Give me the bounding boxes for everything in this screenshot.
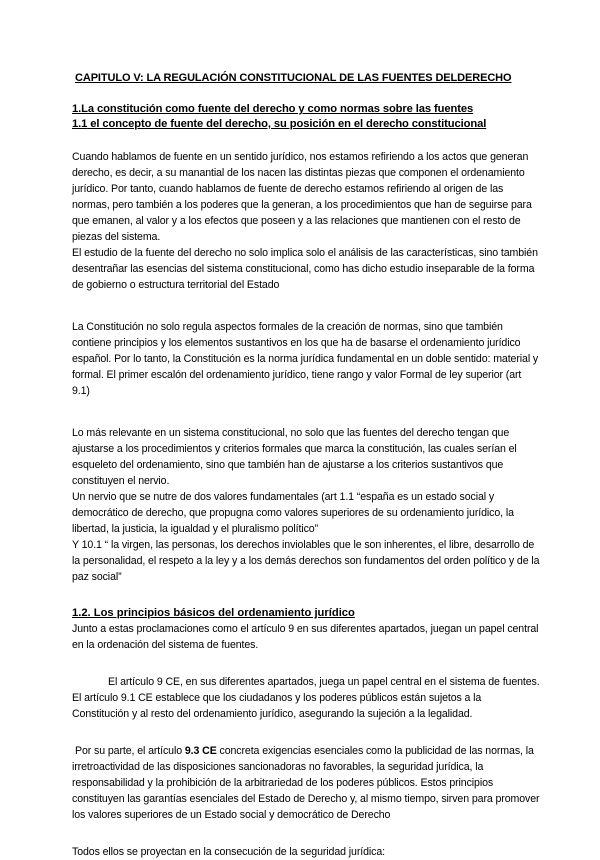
paragraph-text: Por su parte, el artículo bbox=[75, 745, 185, 757]
paragraph: La Constitución no solo regula aspectos formales de la creación de normas, sino que también contiene principios y los elementos sustantivos en los que ha de basarse el ordenamiento jurídico español. Por lo tanto, la Constitución es la norma jurídica fundamental en un doble sentido: material y formal. El primer escalón del ordenamiento jurídico, tiene rango y valor Formal de ley superior (art 9.1) bbox=[72, 321, 539, 397]
paragraph bbox=[72, 743, 540, 823]
paragraph: Todos ellos se proyectan en la consecución de la seguridad jurídica: bbox=[72, 846, 385, 858]
article-reference: 9.3 CE bbox=[184, 745, 217, 757]
paragraph: Junto a estas proclamaciones como el artículo 9 en sus diferentes apartados, juegan un papel central en la ordenación del sistema de fuentes. bbox=[72, 623, 539, 651]
paragraph: Y 10.1 “ la virgen, las personas, los derechos inviolables que le son inherentes, el libre, desarrollo de la personalidad, el respeto a la ley y a los demás derechos son fundamentos del orden político y de la paz social” bbox=[72, 539, 540, 583]
paragraph: El artículo 9 CE, en sus diferentes apartados, juega un papel central en el sistema de fuentes. El artículo 9.1 CE establece que los ciudadanos y los poderes públicos están sujetos a la Constitución y al resto del ordenamiento jurídico, asegurando la sujeción a la legalidad. bbox=[72, 676, 540, 720]
paragraph: Cuando hablamos de fuente en un sentido jurídico, nos estamos refiriendo a los actos que generan derecho, es decir, a su manantial de los nacen las distintas piezas que componen el ordenamiento jurídico. Por tanto, cuando hablamos de fuente de derecho estamos refiriendo al origen de las normas, pero también a los poderes que la generan, a los procedimientos que han de seguirse para que emanen, al valor y a los efectos que poseen y a las relaciones que mantienen con el resto de piezas del sistema. bbox=[72, 151, 532, 243]
section-heading: 1.La constitución como fuente del derecho y como normas sobre las fuentes bbox=[72, 103, 474, 115]
subsection-title: el concepto de fuente del derecho, su posición en el derecho constitucional bbox=[87, 118, 487, 130]
paragraph: El estudio de la fuente del derecho no solo implica solo el análisis de las características, sino también desentrañar las esencias del sistema constitucional, como has dicho estudio inseparable de la forma de gobierno o estructura territorial del Estado bbox=[72, 247, 538, 291]
subsection-number: 1.1 bbox=[72, 118, 88, 130]
paragraph: Un nervio que se nutre de dos valores fundamentales (art 1.1 “españa es un estado social y democrático de derecho, que propugna como valores superiores de su ordenamiento jurídico, la libertad, la justicia, la igualdad y el pluralismo político” bbox=[72, 491, 514, 535]
chapter-title: CAPITULO V: LA REGULACIÓN CONSTITUCIONAL DE LAS FUENTES DELDERECHO bbox=[75, 72, 512, 84]
section-heading-principles: 1.2. Los principios básicos del ordenamiento jurídico bbox=[72, 607, 355, 619]
subsection-heading bbox=[72, 117, 540, 132]
paragraph: Lo más relevante en un sistema constitucional, no solo que las fuentes del derecho tengan que ajustarse a los procedimientos y criterios formales que marca la constitución, las cuales serían el esqueleto del ordenamiento, sino que también han de ajustarse a los criterios sustantivos que constituyen el nervio. bbox=[72, 427, 517, 487]
paragraph-text: concreta exigencias esenciales como la publicidad de las normas, la irretroactividad de las disposiciones sancionadoras no favorables, la seguridad jurídica, la responsabilidad y la prohibición de la arbitrariedad de los poderes públicos. Estos principios constituyen las garantías esenciales del Estado de Derecho y, al mismo tiempo, sirven para promover los valores superiores de un Estado social y democrático de Derecho bbox=[72, 745, 540, 821]
